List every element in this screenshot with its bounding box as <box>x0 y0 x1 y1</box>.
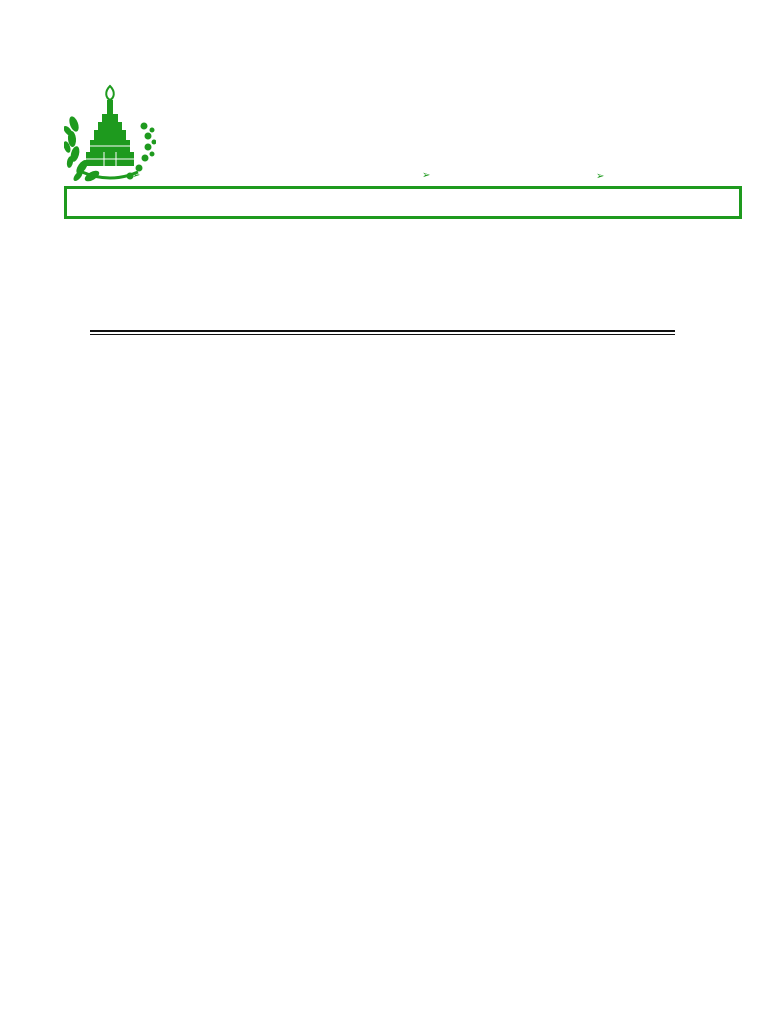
arrow-bullet-icon: ➢ <box>596 171 605 182</box>
address-box <box>64 186 742 219</box>
arrow-bullet-icon: ➢ <box>422 170 431 181</box>
divider-thick <box>90 330 675 332</box>
program-item <box>596 171 608 182</box>
program-item <box>132 170 150 181</box>
divider-thin <box>90 334 675 335</box>
arrow-bullet-icon: ➢ <box>132 170 141 181</box>
program-item <box>422 170 440 181</box>
